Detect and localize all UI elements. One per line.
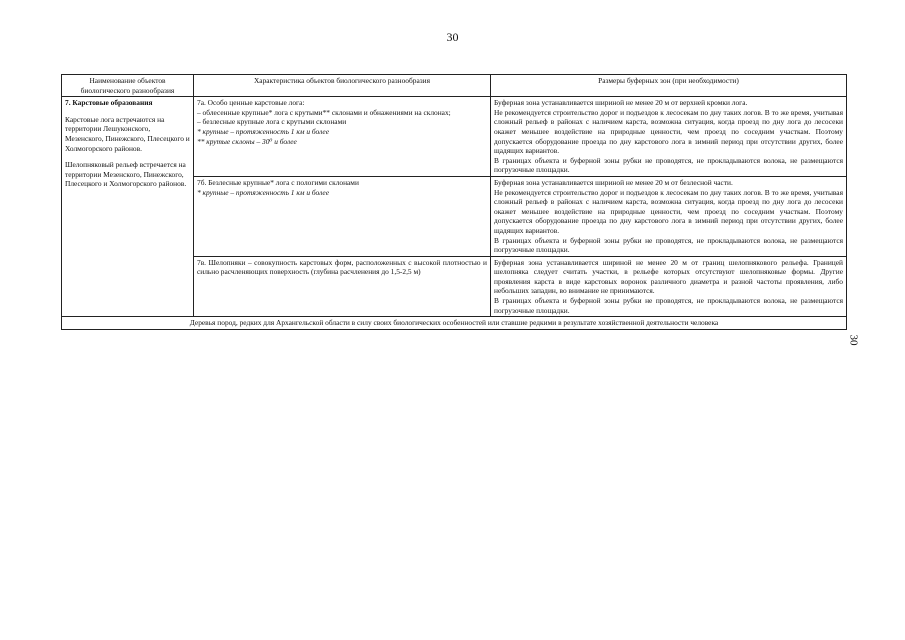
- row-a-note-1: * крупные – протяженность 1 км и более: [197, 126, 329, 136]
- header-characteristics: Характеристика объектов биологического разнообразия: [194, 75, 491, 97]
- header-buffer-zones: Размеры буферных зон (при необходимости): [491, 75, 847, 97]
- page-number: 30: [446, 30, 459, 44]
- row-b-note-1: * крупные – протяженность 1 км и более: [197, 187, 329, 197]
- row-b-title: 7б. Безлесные крупные* лога с пологими склонами: [197, 177, 359, 187]
- karst-logs-text: Карстовые лога встречаются на территории Лешуконского, Мезенского, Пинежского, Плесецкого и Холмогорского районов.: [65, 114, 190, 153]
- buffer-7a: [491, 97, 847, 177]
- row-b-buffer-1: Буферная зона устанавливается шириной не менее 20 м от безлесной части.: [494, 177, 733, 187]
- objects-cell: [62, 97, 194, 317]
- table-footer-row: [62, 317, 847, 330]
- footer-caption: Деревья пород, редких для Архангельской области в силу своих биологических особенностей или ставшие редкими в результате хозяйственной деятельности человека: [62, 317, 847, 330]
- row-b-buffer-2: Не рекомендуется строительство дорог и подъездов к лесосекам по дну таких логов. В то же время, учитывая сложный рельеф в районах с наличием карста, возможна ситуация, когда проезд по дну лога до лесосеки окажет меньшее воздействие на природные ценности, чем проезд по соседним участкам. Поэтому допускается оборудование проезда по дну карстового лога в зимний период при отсутствии других, более щадящих вариантов.: [494, 187, 843, 235]
- table-header-row: [62, 75, 847, 97]
- header-objects: Наименование объектов биологического разнообразия: [62, 75, 194, 97]
- side-page-number: 30: [847, 334, 860, 346]
- row-c-buffer-1: Буферная зона устанавливается шириной не менее 20 м от границ шелопнякового рельефа. Границей шелопняка следует считать участки, в рельефе которых отсутствуют шелопняковые формы. Другие проявления карста в виде карстовых воронок различного диаметра и разной частоты проявления, либо небольших западин, во внимание не принимаются.: [494, 257, 843, 296]
- row-a-title: 7а. Особо ценные карстовые лога:: [197, 98, 305, 108]
- row-a-item-2: – безлесные крупные лога с крутыми склонами: [197, 117, 347, 127]
- row-a-note-2: ** крутые склоны – 30⁰ и более: [197, 136, 297, 146]
- row-a-buffer-3: В границах объекта и буферной зоны рубки не проводятся, не прокладываются волока, не размещаются погрузочные площадки.: [494, 155, 843, 175]
- characteristics-7v: [194, 256, 491, 317]
- buffer-7v: [491, 256, 847, 317]
- biodiversity-table: [61, 74, 847, 330]
- row-c-title: 7в. Шелопняки – совокупность карстовых форм, расположенных с высокой плотностью и сильно расчленяющих поверхность (глубина расчленения до 1,5-2,5 м): [197, 257, 487, 277]
- characteristics-7b: [194, 176, 491, 256]
- table-row: [62, 97, 847, 177]
- row-a-item-1: – облесенные крупные* лога с крутыми** склонами и обнажениями на склонах;: [197, 107, 451, 117]
- row-b-buffer-3: В границах объекта и буферной зоны рубки не проводятся, не прокладываются волока, не размещаются погрузочные площадки.: [494, 235, 843, 255]
- shelopnyak-text: Шелопняковый рельеф встречается на территории Мезенского, Пинежского, Плесецкого и Холмогорского районов.: [65, 160, 187, 189]
- row-a-buffer-1: Буферная зона устанавливается шириной не менее 20 м от верхней кромки лога.: [494, 98, 748, 108]
- buffer-7b: [491, 176, 847, 256]
- row-a-buffer-2: Не рекомендуется строительство дорог и подъездов к лесосекам по дну таких логов. В то же время, учитывая сложный рельеф в районах с наличием карста, возможна ситуация, когда проезд по дну лога до лесосеки окажет меньшее воздействие на природные ценности, чем проезд по соседним участкам. Поэтому допускается оборудование проезда по дну карстового лога в зимний период при отсутствии других, более щадящих вариантов.: [494, 107, 843, 156]
- characteristics-7a: [194, 97, 491, 177]
- section-title: 7. Карстовые образования: [65, 98, 153, 108]
- row-c-buffer-3: В границах объекта и буферной зоны рубки не проводятся, не прокладываются волока, не размещаются погрузочные площадки.: [494, 296, 843, 315]
